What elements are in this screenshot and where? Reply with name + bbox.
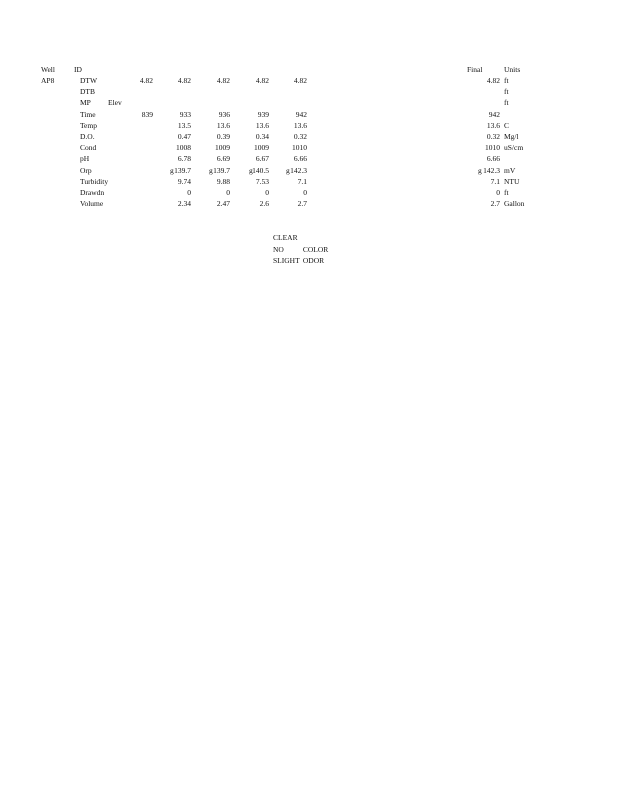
final-value: 0 [496, 188, 500, 197]
reading-value: 4.82 [216, 76, 230, 85]
clarity-note [273, 232, 328, 244]
unit-label: ft [504, 188, 509, 197]
final-value: 2.7 [490, 199, 500, 209]
reading-value: 6.67 [255, 154, 269, 164]
reading-value: 1008 [176, 143, 191, 153]
unit-label: ft [504, 76, 509, 85]
reading-value: 0.39 [216, 132, 230, 141]
odor-note [273, 255, 328, 267]
param-label: DTB [80, 87, 95, 97]
units-header: Units [504, 65, 521, 74]
reading-value: 2.47 [216, 199, 230, 209]
mp-elev-label: Elev [108, 98, 122, 107]
param-label: pH [80, 154, 90, 164]
reading-value: 0.47 [177, 132, 191, 141]
odor-value: SLIGHT [273, 256, 300, 265]
reading-value: 933 [179, 109, 191, 119]
well-header: Well [41, 65, 55, 74]
reading-value: 942 [295, 109, 307, 119]
reading-value: 1009 [254, 143, 269, 153]
param-label: DTW [80, 76, 98, 85]
color-label: COLOR [302, 244, 329, 254]
unit-label: ft [504, 98, 509, 108]
odor-label: ODOR [302, 256, 325, 265]
final-header: Final [467, 65, 483, 74]
color-value: NO [273, 244, 284, 254]
reading-value: 9.74 [177, 176, 191, 186]
param-label: Drawdn [80, 188, 105, 197]
param-label: Cond [80, 143, 97, 153]
param-label: Volume [80, 199, 104, 209]
unit-label: Gallon [504, 199, 525, 209]
reading-value: 4.82 [255, 76, 269, 85]
param-label: Turbidity [80, 176, 109, 186]
reading-value: 13.5 [177, 120, 191, 130]
reading-value: 7.53 [255, 176, 269, 186]
initial-value: 839 [141, 109, 153, 119]
unit-label: NTU [504, 176, 520, 186]
observation-notes [273, 232, 328, 267]
reading-value: 0 [226, 188, 230, 197]
final-value: 6.66 [486, 154, 500, 164]
reading-value: 13.6 [293, 120, 307, 130]
id-header: ID [74, 65, 82, 74]
reading-value: 13.6 [255, 120, 269, 130]
well-id: AP8 [41, 76, 55, 85]
reading-prefix: g [209, 165, 213, 175]
reading-prefix: g [286, 165, 290, 175]
reading-value: 140.5 [252, 165, 269, 175]
final-value: 7.1 [490, 176, 500, 186]
reading-value: 4.82 [177, 76, 191, 85]
reading-value: 0 [187, 188, 191, 197]
unit-label: ft [504, 87, 509, 97]
param-label: D.O. [80, 132, 95, 141]
final-value: 1010 [485, 143, 500, 153]
reading-prefix: g [170, 165, 174, 175]
reading-prefix: g [249, 165, 253, 175]
reading-value: 0 [265, 188, 269, 197]
reading-value: 9.88 [216, 176, 230, 186]
reading-value: 936 [218, 109, 230, 119]
unit-label: C [504, 120, 510, 130]
reading-value: 139.7 [213, 165, 230, 175]
param-label: Orp [80, 165, 92, 175]
reading-value: 7.1 [297, 176, 307, 186]
reading-value: 6.69 [216, 154, 230, 164]
reading-value: 2.7 [297, 199, 307, 209]
color-note [273, 244, 328, 256]
reading-value: 939 [257, 109, 269, 119]
initial-value: 4.82 [139, 76, 153, 85]
final-value: 13.6 [486, 120, 500, 130]
reading-value: 2.6 [259, 199, 269, 209]
reading-value: 2.34 [177, 199, 191, 209]
final-value: 142.3 [483, 165, 500, 175]
reading-value: 0 [303, 188, 307, 197]
final-value: 0.32 [486, 132, 500, 141]
param-label: Temp [80, 120, 97, 130]
reading-value: 13.6 [216, 120, 230, 130]
final-value: 942 [488, 109, 500, 119]
unit-label: uS/cm [504, 143, 524, 153]
reading-value: 0.32 [293, 132, 307, 141]
clarity-value: CLEAR [273, 233, 298, 242]
param-label: MP [80, 98, 91, 108]
final-value: 4.82 [486, 76, 500, 85]
reading-value: 139.7 [174, 165, 191, 175]
reading-value: 6.66 [293, 154, 307, 164]
reading-value: 6.78 [177, 154, 191, 164]
unit-label: mV [504, 165, 516, 175]
param-label: Time [80, 109, 96, 119]
unit-label: Mg/l [504, 132, 519, 141]
reading-value: 1010 [292, 143, 307, 153]
final-prefix: g [478, 165, 482, 175]
reading-value: 142.3 [290, 165, 307, 175]
reading-value: 0.34 [255, 132, 269, 141]
reading-value: 1009 [215, 143, 230, 153]
reading-value: 4.82 [293, 76, 307, 85]
